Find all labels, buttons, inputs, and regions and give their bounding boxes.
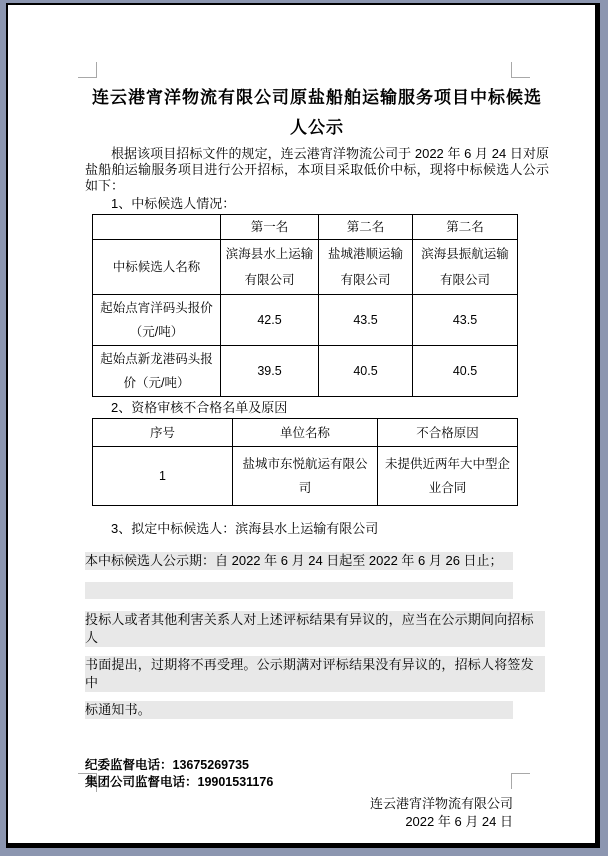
candidates-table [92,214,518,397]
table-cell: 1 [93,447,233,506]
table-header-cell: 第一名 [221,215,319,240]
section2-label: 2、资格审核不合格名单及原因 [111,400,288,415]
objection-paragraph [85,611,549,719]
table-header-cell: 序号 [93,419,233,447]
table-cell: 起始点新龙港码头报价（元/吨） [93,346,221,397]
document-page [6,3,600,848]
section3-label: 3、拟定中标候选人：滨海县水上运输有限公司 [111,521,379,536]
table-cell: 滨海县振航运输有限公司 [413,240,518,295]
signature-company: 连云港宵洋物流有限公司 [369,796,513,811]
page-title-line2: 人公示 [290,118,344,137]
intro-paragraph: 根据该项目招标文件的规定，连云港宵洋物流公司于 2022 年 6 月 24 日对原盐船舶运输服务项目进行公开招标，本项目采取低价中标，现将中标候选人公示如下： [85,146,549,193]
table-header-cell: 单位名称 [233,419,378,447]
table-cell: 40.5 [319,346,413,397]
table-cell: 43.5 [319,295,413,346]
notice-period-line: 本中标候选人公示期：自 2022 年 6 月 24 日起至 2022 年 6 月 26 日止； [85,552,513,570]
table-header-row [93,419,518,447]
highlighted-blank-line [85,582,513,599]
table-cell: 起始点宵洋码头报价（元/吨） [93,295,221,346]
page-title [85,83,549,143]
table-cell: 42.5 [221,295,319,346]
table-header-row [93,215,518,240]
table-row [93,240,518,295]
table-cell: 盐城港顺运输有限公司 [319,240,413,295]
table-header-cell: 不合格原因 [378,419,518,447]
objection-line: 标通知书。 [85,701,513,719]
objection-line: 投标人或者其他利害关系人对上述评标结果有异议的，应当在公示期间向招标人 [85,611,545,647]
table-cell: 未提供近两年大中型企业合同 [378,447,518,506]
supervision-phones [85,757,549,791]
table-cell: 43.5 [413,295,518,346]
signature-date: 2022 年 6 月 24 日 [405,814,513,829]
table-header-cell: 第二名 [319,215,413,240]
table-cell: 40.5 [413,346,518,397]
disqualified-table [92,418,518,506]
table-cell: 滨海县水上运输有限公司 [221,240,319,295]
table-header-cell: 第二名 [413,215,518,240]
document-content [85,5,549,831]
objection-line: 书面提出，过期将不再受理。公示期满对评标结果没有异议的，招标人将签发中 [85,656,545,692]
table-cell: 39.5 [221,346,319,397]
page-title-line1: 连云港宵洋物流有限公司原盐船舶运输服务项目中标候选 [92,88,542,107]
discipline-phone-line: 纪委监督电话：13675269735 [85,758,249,772]
table-cell: 盐城市东悦航运有限公司 [233,447,378,506]
table-row [93,346,518,397]
group-phone-line: 集团公司监督电话：19901531176 [85,775,274,789]
table-header-cell [93,215,221,240]
table-row [93,447,518,506]
table-row [93,295,518,346]
section1-label: 1、中标候选人情况： [111,196,236,211]
table-cell: 中标候选人名称 [93,240,221,295]
